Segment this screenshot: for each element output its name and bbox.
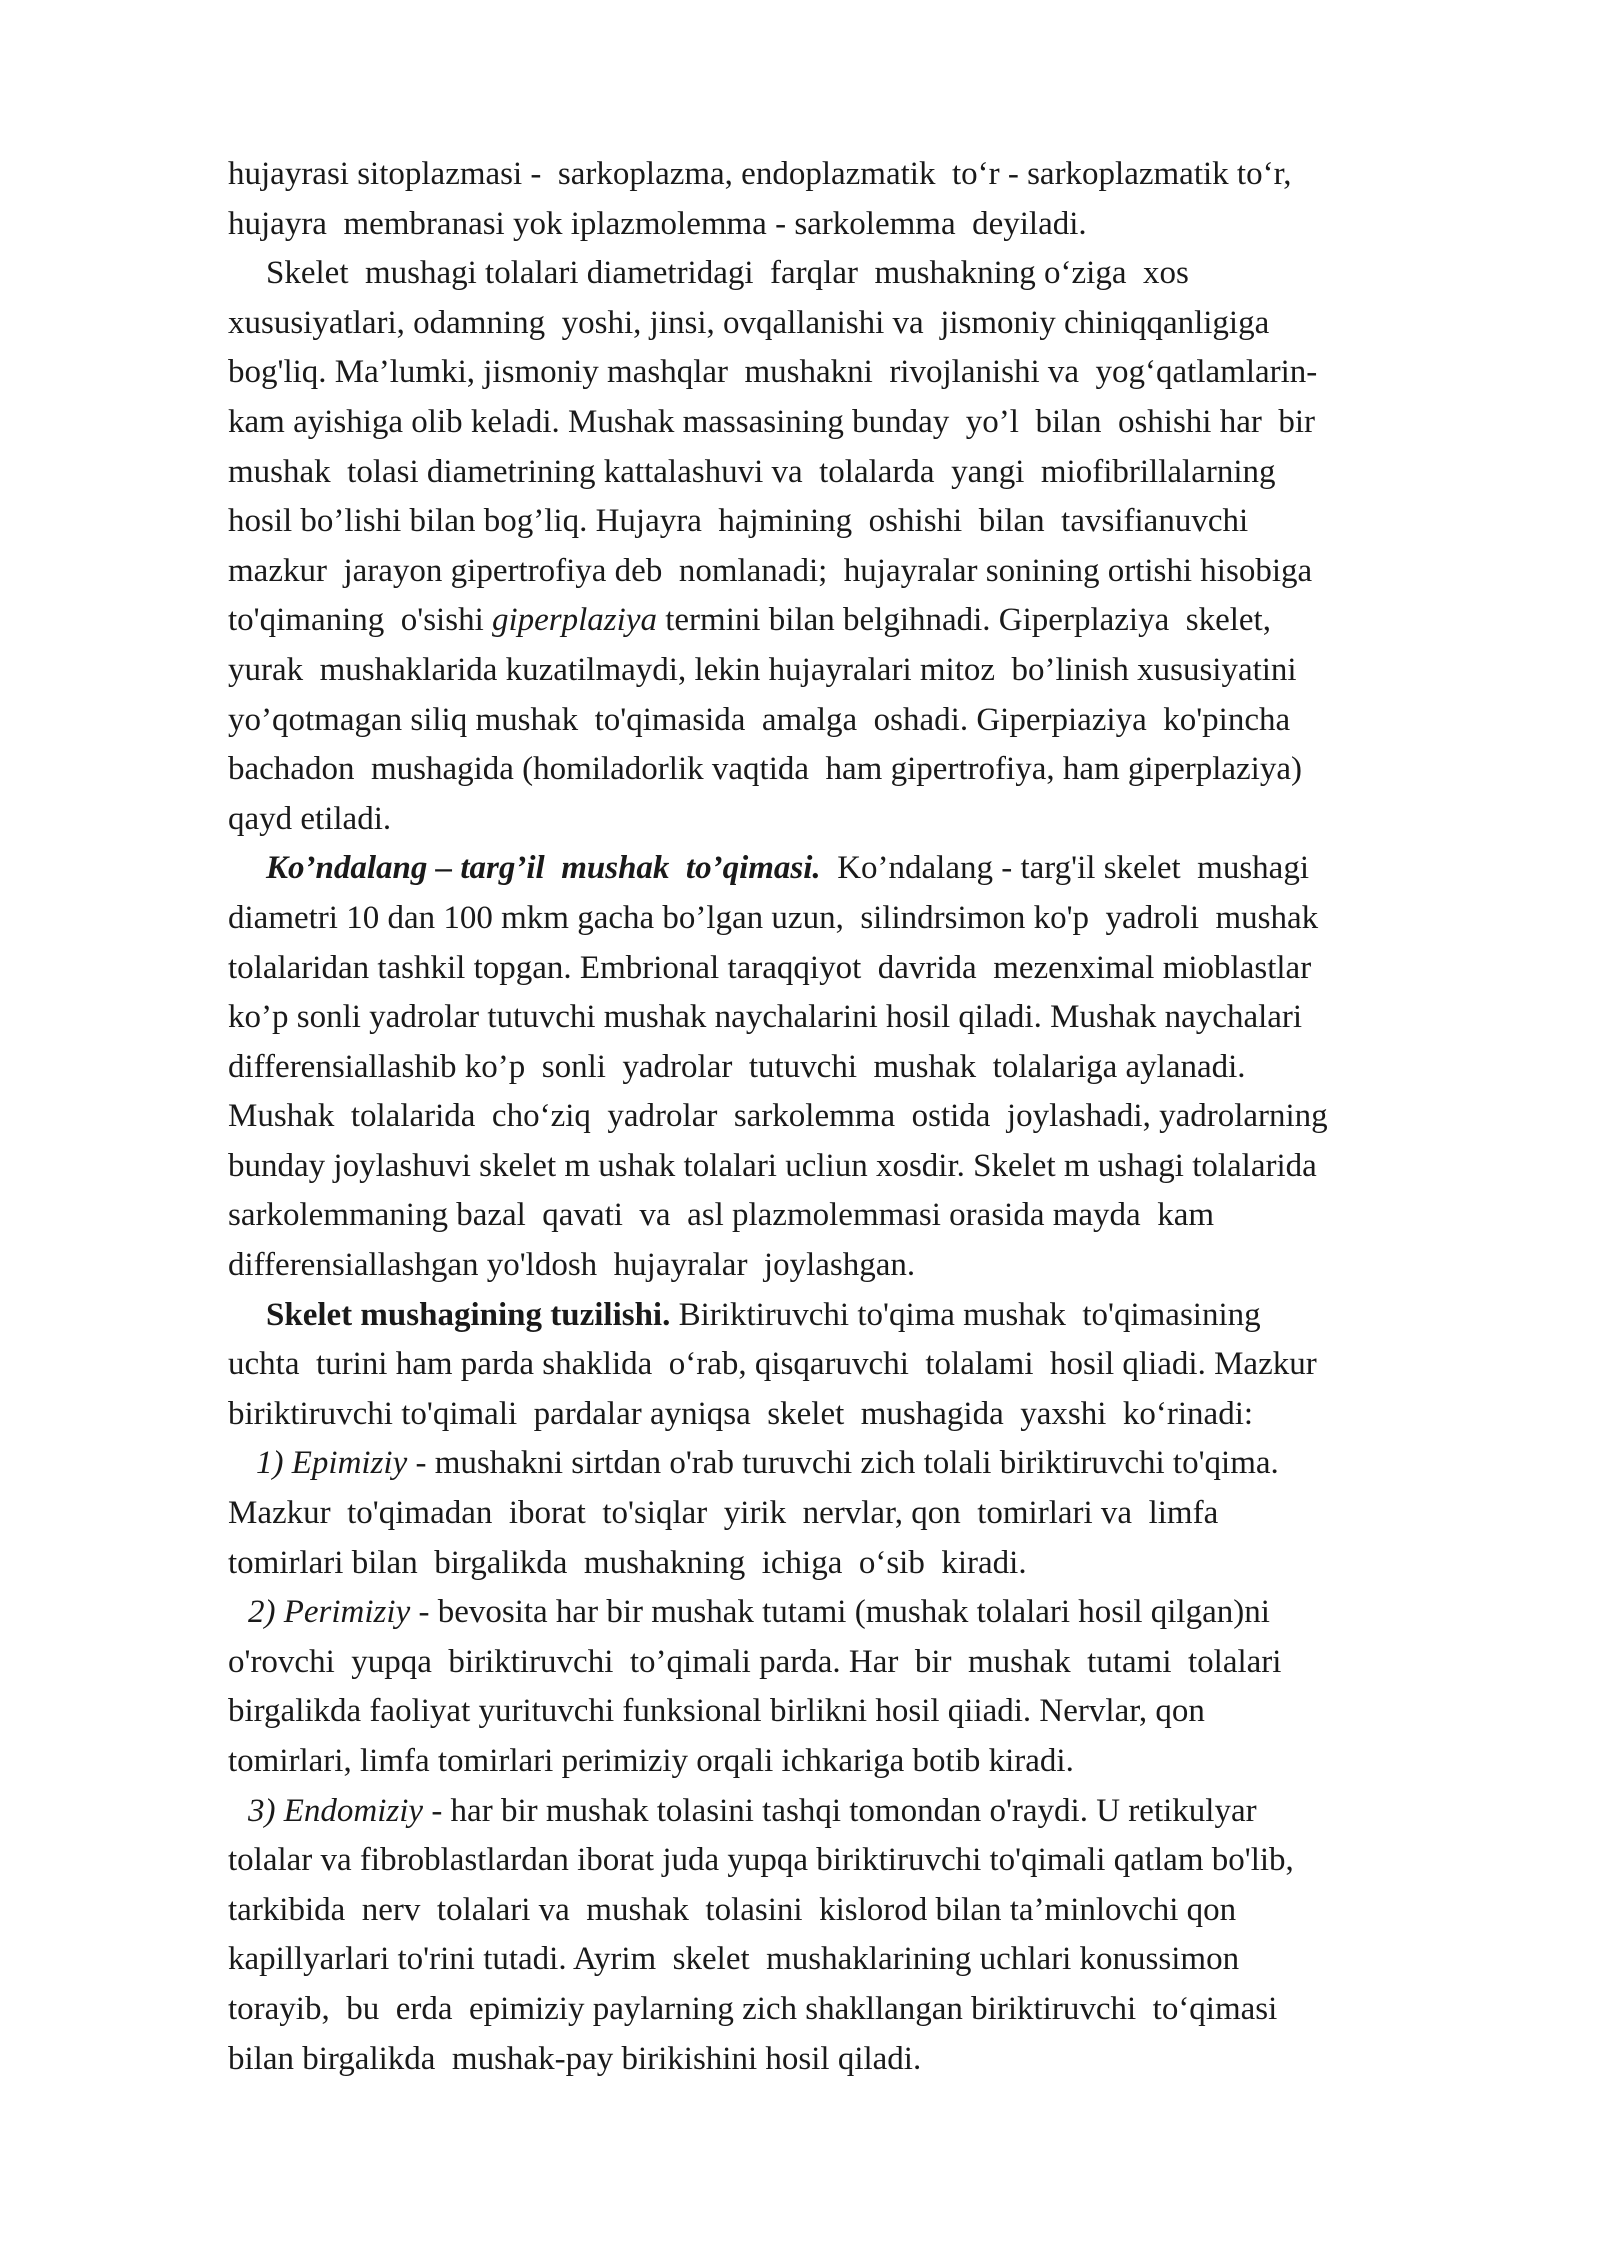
text-line: birgalikda faoliyat yurituvchi funksional birlikni hosil qiiadi. Nervlar, qon (228, 1693, 1205, 1730)
text-line (228, 596, 1518, 646)
text-line: yurak mushaklarida kuzatilmaydi, lekin hujayralari mitoz bo’linish xususiyatini (228, 651, 1297, 688)
text-line: torayib, bu erda epimiziy paylarning zich shakllangan biriktiruvchi to‘qimasi (228, 1990, 1278, 2027)
list-term: 1) Epimiziy (256, 1445, 408, 1482)
text-line: o'rovchi yupqa biriktiruvchi to’qimali parda. Har bir mushak tutami tolalari (228, 1643, 1282, 1680)
text-line: bunday joylashuvi skelet m ushak tolalari ucliun xosdir. Skelet m ushagi tolalarida (228, 1147, 1317, 1184)
document-body (228, 150, 1518, 2084)
list-term: 3) Endomiziy (248, 1792, 424, 1829)
text-line: bog'liq. Ma’lumki, jismoniy mashqlar mushakni rivojlanishi va yog‘qatlamlarin- (228, 354, 1318, 391)
text-line: tarkibida nerv tolalari va mushak tolasini kislorod bilan ta’minlovchi qon (228, 1891, 1237, 1928)
text-line: sarkolemmaning bazal qavati va asl plazmolemmasi orasida mayda kam (228, 1197, 1215, 1234)
text-line: hujayra membranasi yok iplazmolemma - sarkolemma deyiladi. (228, 205, 1087, 242)
text-line: mazkur jarayon gipertrofiya deb nomlanadi; hujayralar sonining ortishi hisobiga (228, 552, 1313, 589)
text-line: uchta turini ham parda shaklida o‘rab, qisqaruvchi tolalami hosil qliadi. Mazkur (228, 1346, 1317, 1383)
text-line: tolalaridan tashkil topgan. Embrional taraqqiyot davrida mezenximal mioblastlar (228, 949, 1312, 986)
text-segment: Biriktiruvchi to'qima mushak to'qimasining (670, 1296, 1261, 1333)
text-segment: termini bilan belgihnadi. Giperplaziya skelet, (656, 602, 1271, 639)
text-segment: to'qimaning o'sishi (228, 602, 492, 639)
text-line: hujayrasi sitoplazmasi - sarkoplazma, endoplazmatik to‘r - sarkoplazmatik to‘r, (228, 156, 1292, 192)
text-line: Mazkur to'qimadan iborat to'siqlar yirik nervlar, qon tomirlari va limfa (228, 1495, 1219, 1532)
text-segment: - mushakni sirtdan o'rab turuvchi zich tolali biriktiruvchi to'qima. (407, 1445, 1279, 1482)
text-segment: - har bir mushak tolasini tashqi tomondan o'raydi. U retikulyar (423, 1792, 1257, 1829)
text-line: bachadon mushagida (homiladorlik vaqtida ham gipertrofiya, ham giperplaziya) (228, 751, 1302, 788)
section-heading: Skelet mushagining tuzilishi. (266, 1296, 671, 1333)
section-heading: Ko’ndalang – targ’il mushak to’qimasi. (266, 850, 821, 887)
text-line: differensiallashgan yo'ldosh hujayralar joylashgan. (228, 1247, 916, 1284)
text-line: yo’qotmagan siliq mushak to'qimasida amalga oshadi. Giperpiaziya ko'pincha (228, 701, 1291, 738)
text-line: Mushak tolalarida cho‘ziq yadrolar sarkolemma ostida joylashadi, yadrolarning (228, 1098, 1328, 1135)
text-line: tomirlari bilan birgalikda mushakning ichiga o‘sib kiradi. (228, 1544, 1027, 1581)
section-heading-line (228, 1291, 1518, 1341)
text-line: hosil bo’lishi bilan bog’liq. Hujayra hajmining oshishi bilan tavsifianuvchi (228, 503, 1249, 540)
text-line: biriktiruvchi to'qimali pardalar ayniqsa skelet mushagida yaxshi ko‘rinadi: (228, 1395, 1254, 1432)
text-line: differensiallashib ko’p sonli yadrolar tutuvchi mushak tolalariga aylanadi. (228, 1048, 1246, 1085)
text-line: ko’p sonli yadrolar tutuvchi mushak naychalarini hosil qiladi. Mushak naychalari (228, 999, 1303, 1036)
list-term: 2) Perimiziy (248, 1594, 411, 1631)
text-line: tomirlari, limfa tomirlari perimiziy orqali ichkariga botib kiradi. (228, 1743, 1074, 1779)
term-giperplaziya: giperplaziya (491, 602, 657, 639)
text-line: mushak tolasi diametrining kattalashuvi va tolalarda yangi miofibrillalarning (228, 453, 1276, 490)
text-line: kapillyarlari to'rini tutadi. Ayrim skelet mushaklarining uchlari konussimon (228, 1941, 1240, 1978)
list-item-epimiziy (228, 1439, 1518, 1489)
text-line: diametri 10 dan 100 mkm gacha bo’lgan uzun, silindrsimon ko'p yadroli mushak (228, 899, 1319, 936)
text-line: xususiyatlari, odamning yoshi, jinsi, ovqallanishi va jismoniy chiniqqanligiga (228, 304, 1270, 341)
text-segment: Ko’ndalang - targ'il skelet mushagi (820, 850, 1310, 887)
text-line: tolalar va fibroblastlardan iborat juda yupqa biriktiruvchi to'qimali qatlam bo'lib, (228, 1842, 1294, 1879)
list-item-perimiziy (228, 1588, 1518, 1638)
text-line: qayd etiladi. (228, 800, 392, 837)
text-line: bilan birgalikda mushak-pay birikishini hosil qiladi. (228, 2040, 922, 2077)
section-heading-line (228, 844, 1518, 894)
list-item-endomiziy (228, 1787, 1518, 1837)
text-line: kam ayishiga olib keladi. Mushak massasining bunday yo’l bilan oshishi har bir (228, 403, 1316, 440)
text-segment: - bevosita har bir mushak tutami (mushak tolalari hosil qilgan)ni (410, 1594, 1270, 1631)
paragraph-first-line: Skelet mushagi tolalari diametridagi farqlar mushakning o‘ziga xos (266, 255, 1189, 292)
